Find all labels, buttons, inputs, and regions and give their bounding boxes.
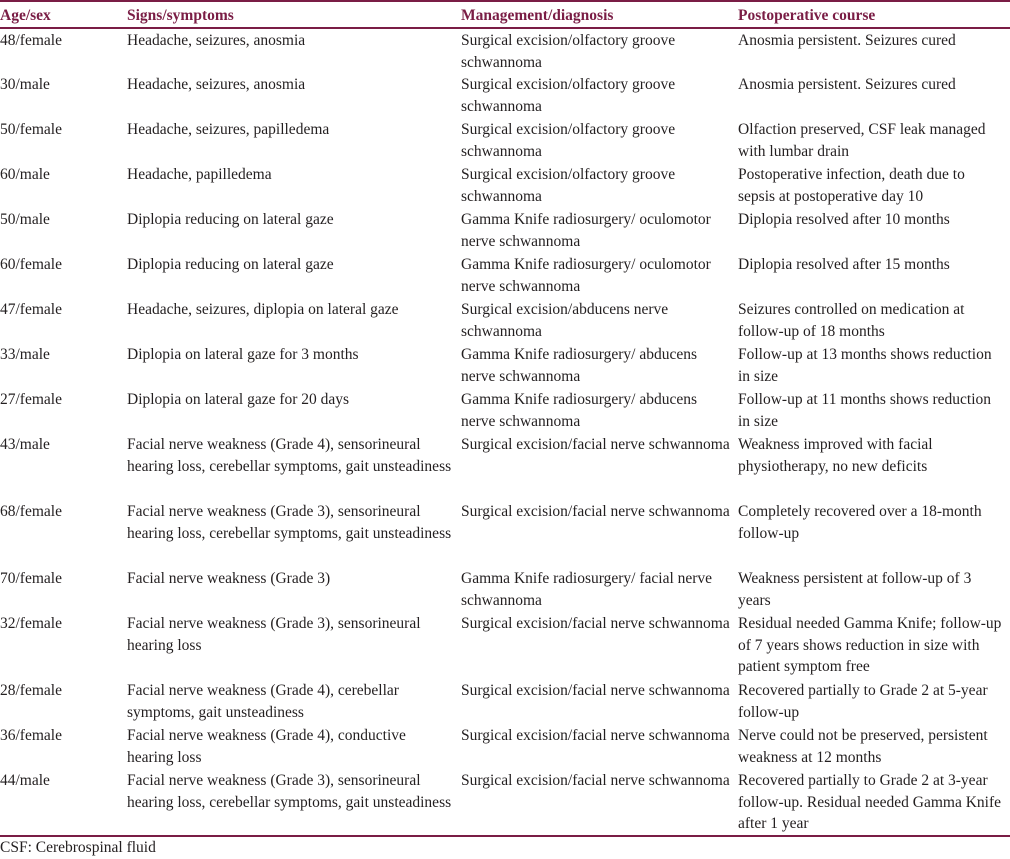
- cell-management-diagnosis: Surgical excision/facial nerve schwannoma: [461, 615, 730, 632]
- cell-age-sex: 33/male: [0, 346, 50, 363]
- cell-postoperative-course: Residual needed Gamma Knife; follow-up of 7 years shows reduction in size with patient symptom free: [738, 615, 1002, 675]
- cell-management-diagnosis: Surgical excision/facial nerve schwannoma: [461, 769, 738, 836]
- cell-postoperative-course: Nerve could not be preserved, persistent weakness at 12 months: [738, 727, 988, 766]
- cell-postoperative-course: Olfaction preserved, CSF leak managed with lumbar drain: [738, 121, 986, 160]
- cell-postoperative-course: Recovered partially to Grade 2 at 3-year follow-up. Residual needed Gamma Knife after 1 year: [738, 769, 1010, 836]
- cell-signs-symptoms: Diplopia reducing on lateral gaze: [127, 211, 334, 228]
- header-row: [0, 1, 1010, 28]
- table-row: [0, 73, 1010, 118]
- cell-signs-symptoms: Diplopia reducing on lateral gaze: [127, 256, 334, 273]
- cell-signs-symptoms: Headache, papilledema: [127, 166, 272, 183]
- cell-age-sex: 60/male: [0, 166, 50, 183]
- cell-management-diagnosis: Gamma Knife radiosurgery/ facial nerve schwannoma: [461, 570, 713, 609]
- cell-management-diagnosis: Gamma Knife radiosurgery/ abducens nerve schwannoma: [461, 391, 698, 430]
- table-row: [0, 388, 1010, 433]
- cell-management-diagnosis: Surgical excision/abducens nerve schwannoma: [461, 301, 669, 340]
- header-signs-symptoms: Signs/symptoms: [127, 1, 461, 28]
- table-row: [0, 500, 1010, 567]
- cell-postoperative-course: Recovered partially to Grade 2 at 5-year follow-up: [738, 682, 988, 721]
- cell-postoperative-course: Weakness persistent at follow-up of 3 years: [738, 570, 972, 609]
- cell-postoperative-course: Follow-up at 11 months shows reduction in size: [738, 391, 992, 430]
- cell-management-diagnosis: Gamma Knife radiosurgery/ oculomotor nerve schwannoma: [461, 211, 711, 250]
- table-row: [0, 163, 1010, 208]
- cell-management-diagnosis: Surgical excision/facial nerve schwannoma: [461, 682, 730, 699]
- cell-age-sex: 50/male: [0, 211, 50, 228]
- cell-postoperative-course: Anosmia persistent. Seizures cured: [738, 76, 956, 93]
- cell-postoperative-course: Diplopia resolved after 10 months: [738, 211, 950, 228]
- cell-signs-symptoms: Diplopia on lateral gaze for 20 days: [127, 391, 350, 408]
- cell-age-sex: 60/female: [0, 256, 62, 273]
- cell-age-sex: 27/female: [0, 391, 62, 408]
- cell-signs-symptoms: Facial nerve weakness (Grade 4), conductive hearing loss: [127, 727, 406, 766]
- cell-signs-symptoms: Headache, seizures, papilledema: [127, 121, 330, 138]
- cell-age-sex: 48/female: [0, 32, 62, 49]
- cell-postoperative-course: Anosmia persistent. Seizures cured: [738, 32, 956, 49]
- cell-management-diagnosis: Surgical excision/olfactory groove schwannoma: [461, 166, 676, 205]
- cell-postoperative-course: Diplopia resolved after 15 months: [738, 256, 950, 273]
- header-age-sex: Age/sex: [0, 1, 127, 28]
- table-footnote: CSF: Cerebrospinal fluid: [0, 839, 156, 856]
- table-row: [0, 567, 1010, 612]
- cell-signs-symptoms: Facial nerve weakness (Grade 3): [127, 570, 331, 587]
- table-row: [0, 298, 1010, 343]
- cell-age-sex: 36/female: [0, 727, 62, 744]
- cell-postoperative-course: Postoperative infection, death due to sepsis at postoperative day 10: [738, 166, 965, 205]
- cell-signs-symptoms: Facial nerve weakness (Grade 3), sensorineural hearing loss, cerebellar symptoms, gait unsteadiness: [127, 769, 461, 836]
- cell-signs-symptoms: Facial nerve weakness (Grade 4), cerebellar symptoms, gait unsteadiness: [127, 682, 399, 721]
- table-row: [0, 433, 1010, 500]
- table-body: [0, 28, 1010, 836]
- table-row: [0, 769, 1010, 836]
- cell-age-sex: 68/female: [0, 503, 62, 520]
- table-row: [0, 253, 1010, 298]
- cell-signs-symptoms: Facial nerve weakness (Grade 4), sensorineural hearing loss, cerebellar symptoms, gait unsteadiness: [127, 436, 452, 475]
- cell-age-sex: 44/male: [0, 769, 127, 836]
- cell-management-diagnosis: Surgical excision/olfactory groove schwannoma: [461, 32, 676, 71]
- header-management-diagnosis: Management/diagnosis: [461, 1, 738, 28]
- table-row: [0, 28, 1010, 73]
- cell-signs-symptoms: Diplopia on lateral gaze for 3 months: [127, 346, 359, 363]
- cell-management-diagnosis: Surgical excision/facial nerve schwannoma: [461, 436, 730, 453]
- table-header: [0, 1, 1010, 28]
- cell-management-diagnosis: Surgical excision/facial nerve schwannoma: [461, 727, 730, 744]
- cell-signs-symptoms: Facial nerve weakness (Grade 3), sensorineural hearing loss: [127, 615, 421, 654]
- table-row: [0, 343, 1010, 388]
- table-row: [0, 724, 1010, 769]
- header-postoperative-course: Postoperative course: [738, 1, 1010, 28]
- cell-age-sex: 43/male: [0, 436, 50, 453]
- cell-signs-symptoms: Headache, seizures, anosmia: [127, 32, 306, 49]
- cell-management-diagnosis: Surgical excision/olfactory groove schwannoma: [461, 121, 676, 160]
- table-row: [0, 679, 1010, 724]
- cell-postoperative-course: Completely recovered over a 18-month follow-up: [738, 503, 982, 542]
- cell-signs-symptoms: Headache, seizures, anosmia: [127, 76, 306, 93]
- cell-age-sex: 32/female: [0, 615, 62, 632]
- cell-age-sex: 28/female: [0, 682, 62, 699]
- cell-age-sex: 50/female: [0, 121, 62, 138]
- cell-signs-symptoms: Headache, seizures, diplopia on lateral gaze: [127, 301, 399, 318]
- cell-management-diagnosis: Gamma Knife radiosurgery/ oculomotor nerve schwannoma: [461, 256, 711, 295]
- cell-management-diagnosis: Surgical excision/facial nerve schwannoma: [461, 503, 730, 520]
- table-row: [0, 612, 1010, 679]
- cell-age-sex: 30/male: [0, 76, 50, 93]
- cell-postoperative-course: Seizures controlled on medication at follow-up of 18 months: [738, 301, 965, 340]
- cell-signs-symptoms: Facial nerve weakness (Grade 3), sensorineural hearing loss, cerebellar symptoms, gait unsteadiness: [127, 503, 452, 542]
- table-row: [0, 118, 1010, 163]
- cell-management-diagnosis: Surgical excision/olfactory groove schwannoma: [461, 76, 676, 115]
- cell-postoperative-course: Follow-up at 13 months shows reduction in size: [738, 346, 992, 385]
- cell-age-sex: 70/female: [0, 570, 62, 587]
- table-row: [0, 208, 1010, 253]
- cell-management-diagnosis: Gamma Knife radiosurgery/ abducens nerve schwannoma: [461, 346, 698, 385]
- cell-postoperative-course: Weakness improved with facial physiotherapy, no new deficits: [738, 436, 933, 475]
- cell-age-sex: 47/female: [0, 301, 62, 318]
